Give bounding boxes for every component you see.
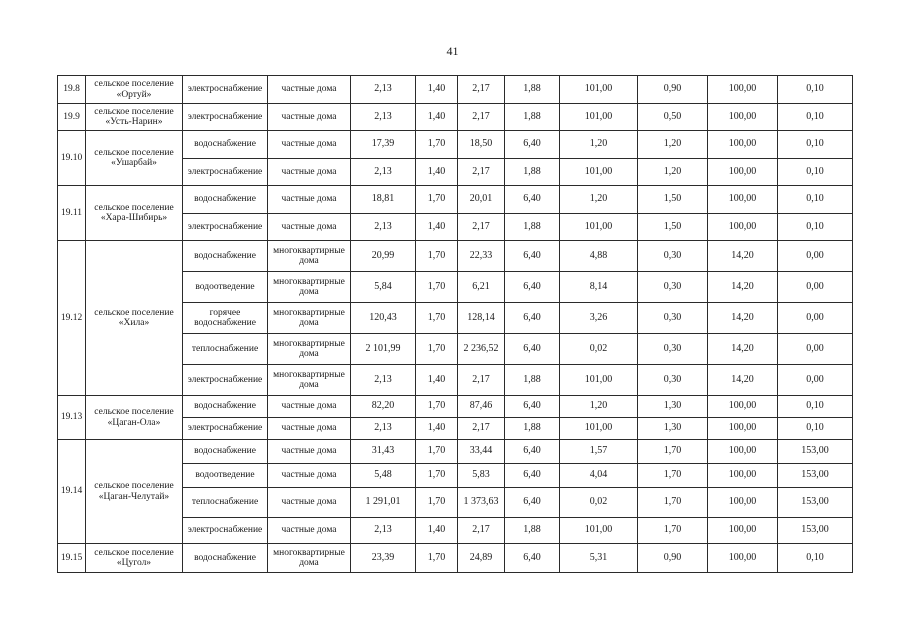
- value-cell: 6,40: [505, 488, 560, 518]
- settlement-name-line: «Ушарбай»: [111, 158, 157, 168]
- value-cell: 0,10: [778, 104, 853, 131]
- service-type-cell: электроснабжение: [183, 518, 268, 544]
- table-row: [58, 186, 853, 214]
- value-cell: 153,00: [778, 440, 853, 464]
- value-cell: 1,57: [560, 440, 638, 464]
- value-cell: 0,10: [778, 418, 853, 440]
- value-cell: 1,70: [416, 440, 458, 464]
- building-type-cell: частные дома: [268, 440, 351, 464]
- value-cell: 6,40: [505, 396, 560, 418]
- value-cell: 101,00: [560, 214, 638, 241]
- value-cell: 14,20: [708, 365, 778, 396]
- value-cell: 1,40: [416, 365, 458, 396]
- table-row: [58, 76, 853, 104]
- settlement-name-line: «Цаган-Ола»: [107, 417, 161, 428]
- service-type-cell: водоснабжение: [183, 241, 268, 272]
- value-cell: 22,33: [458, 241, 505, 272]
- service-type-cell: теплоснабжение: [183, 488, 268, 518]
- value-cell: 101,00: [560, 365, 638, 396]
- value-cell: 1,70: [638, 440, 708, 464]
- value-cell: 2,17: [458, 159, 505, 186]
- table-row: [58, 440, 853, 464]
- value-cell: 0,10: [778, 396, 853, 418]
- settlement-name-line: сельское поселение: [94, 106, 174, 117]
- settlement-cell: [86, 186, 183, 241]
- value-cell: 0,10: [778, 544, 853, 573]
- value-cell: 0,50: [638, 104, 708, 131]
- value-cell: 100,00: [708, 544, 778, 573]
- value-cell: 14,20: [708, 241, 778, 272]
- building-type-cell: частные дома: [268, 488, 351, 518]
- value-cell: 1,20: [560, 186, 638, 214]
- value-cell: 1,40: [416, 104, 458, 131]
- value-cell: 153,00: [778, 464, 853, 488]
- value-cell: 1,70: [416, 241, 458, 272]
- value-cell: 1 291,01: [351, 488, 416, 518]
- building-type-cell: частные дома: [268, 464, 351, 488]
- row-number-cell: 19.14: [58, 440, 86, 544]
- building-type-cell: частные дома: [268, 159, 351, 186]
- value-cell: 14,20: [708, 303, 778, 334]
- value-cell: 2,17: [458, 418, 505, 440]
- table-row: [58, 241, 853, 272]
- settlement-cell: [86, 440, 183, 544]
- value-cell: 1,70: [416, 396, 458, 418]
- settlement-cell: [86, 76, 183, 104]
- service-type-cell: электроснабжение: [183, 104, 268, 131]
- settlement-name-line: «Ортуй»: [116, 89, 152, 100]
- value-cell: 120,43: [351, 303, 416, 334]
- value-cell: 6,40: [505, 186, 560, 214]
- building-type-cell: многоквартирные дома: [268, 334, 351, 365]
- row-number-cell: 19.11: [58, 186, 86, 241]
- value-cell: 1,50: [638, 214, 708, 241]
- value-cell: 24,89: [458, 544, 505, 573]
- value-cell: 1,40: [416, 214, 458, 241]
- value-cell: 82,20: [351, 396, 416, 418]
- value-cell: 0,90: [638, 544, 708, 573]
- value-cell: 1,70: [416, 544, 458, 573]
- page-number: 41: [446, 44, 459, 58]
- value-cell: 1,88: [505, 104, 560, 131]
- settlement-name-line: сельское поселение: [94, 481, 174, 491]
- settlement-cell: [86, 104, 183, 131]
- value-cell: 0,30: [638, 272, 708, 303]
- row-number-cell: 19.9: [58, 104, 86, 131]
- value-cell: 31,43: [351, 440, 416, 464]
- value-cell: 18,50: [458, 131, 505, 159]
- value-cell: 1,30: [638, 396, 708, 418]
- value-cell: 2,13: [351, 518, 416, 544]
- value-cell: 2,17: [458, 214, 505, 241]
- value-cell: 14,20: [708, 272, 778, 303]
- value-cell: 100,00: [708, 76, 778, 104]
- value-cell: 100,00: [708, 131, 778, 159]
- value-cell: 1 373,63: [458, 488, 505, 518]
- value-cell: 1,88: [505, 214, 560, 241]
- building-type-cell: частные дома: [268, 518, 351, 544]
- service-type-cell: электроснабжение: [183, 418, 268, 440]
- value-cell: 101,00: [560, 159, 638, 186]
- value-cell: 33,44: [458, 440, 505, 464]
- value-cell: 6,40: [505, 241, 560, 272]
- service-type-cell: водоотведение: [183, 272, 268, 303]
- value-cell: 0,10: [778, 214, 853, 241]
- tariff-table: [57, 75, 853, 573]
- value-cell: 5,84: [351, 272, 416, 303]
- value-cell: 1,70: [416, 186, 458, 214]
- value-cell: 2,13: [351, 104, 416, 131]
- service-type-cell: водоснабжение: [183, 396, 268, 418]
- value-cell: 101,00: [560, 518, 638, 544]
- value-cell: 1,70: [416, 464, 458, 488]
- value-cell: 5,31: [560, 544, 638, 573]
- building-type-cell: частные дома: [268, 186, 351, 214]
- value-cell: 100,00: [708, 488, 778, 518]
- service-type-cell: горячее водоснабжение: [183, 303, 268, 334]
- service-type-cell: теплоснабжение: [183, 334, 268, 365]
- value-cell: 1,40: [416, 76, 458, 104]
- value-cell: 128,14: [458, 303, 505, 334]
- service-type-cell: водоснабжение: [183, 131, 268, 159]
- service-type-cell: водоотведение: [183, 464, 268, 488]
- value-cell: 1,20: [560, 131, 638, 159]
- service-type-cell: электроснабжение: [183, 365, 268, 396]
- settlement-name-line: сельское поселение: [94, 547, 174, 558]
- value-cell: 1,20: [638, 159, 708, 186]
- settlement-name-line: сельское поселение: [94, 407, 174, 417]
- value-cell: 1,70: [416, 303, 458, 334]
- value-cell: 6,40: [505, 440, 560, 464]
- value-cell: 1,88: [505, 418, 560, 440]
- service-type-cell: электроснабжение: [183, 76, 268, 104]
- row-number-cell: 19.15: [58, 544, 86, 573]
- value-cell: 23,39: [351, 544, 416, 573]
- value-cell: 20,01: [458, 186, 505, 214]
- value-cell: 6,40: [505, 464, 560, 488]
- value-cell: 1,70: [416, 488, 458, 518]
- value-cell: 17,39: [351, 131, 416, 159]
- value-cell: 1,40: [416, 518, 458, 544]
- value-cell: 101,00: [560, 104, 638, 131]
- value-cell: 0,10: [778, 131, 853, 159]
- value-cell: 1,40: [416, 159, 458, 186]
- building-type-cell: многоквартирные дома: [268, 544, 351, 573]
- value-cell: 100,00: [708, 518, 778, 544]
- value-cell: 1,88: [505, 365, 560, 396]
- value-cell: 6,40: [505, 131, 560, 159]
- value-cell: 4,04: [560, 464, 638, 488]
- building-type-cell: многоквартирные дома: [268, 272, 351, 303]
- value-cell: 1,88: [505, 518, 560, 544]
- table-body: [58, 76, 853, 573]
- value-cell: 100,00: [708, 214, 778, 241]
- value-cell: 0,02: [560, 334, 638, 365]
- value-cell: 87,46: [458, 396, 505, 418]
- value-cell: 0,00: [778, 272, 853, 303]
- value-cell: 2,13: [351, 214, 416, 241]
- service-type-cell: водоснабжение: [183, 544, 268, 573]
- value-cell: 2,17: [458, 104, 505, 131]
- table-row: [58, 396, 853, 418]
- service-type-cell: водоснабжение: [183, 186, 268, 214]
- value-cell: 5,83: [458, 464, 505, 488]
- value-cell: 100,00: [708, 440, 778, 464]
- value-cell: 3,26: [560, 303, 638, 334]
- value-cell: 1,70: [638, 518, 708, 544]
- value-cell: 1,70: [416, 131, 458, 159]
- value-cell: 0,30: [638, 303, 708, 334]
- value-cell: 0,90: [638, 76, 708, 104]
- value-cell: 1,88: [505, 76, 560, 104]
- value-cell: 2,13: [351, 76, 416, 104]
- value-cell: 2,17: [458, 518, 505, 544]
- value-cell: 101,00: [560, 418, 638, 440]
- value-cell: 6,40: [505, 544, 560, 573]
- value-cell: 1,50: [638, 186, 708, 214]
- value-cell: 6,40: [505, 334, 560, 365]
- value-cell: 1,70: [416, 334, 458, 365]
- row-number-cell: 19.10: [58, 131, 86, 186]
- value-cell: 101,00: [560, 76, 638, 104]
- settlement-name-line: «Хила»: [118, 318, 150, 328]
- value-cell: 153,00: [778, 518, 853, 544]
- building-type-cell: многоквартирные дома: [268, 365, 351, 396]
- building-type-cell: многоквартирные дома: [268, 241, 351, 272]
- building-type-cell: многоквартирные дома: [268, 303, 351, 334]
- value-cell: 0,10: [778, 186, 853, 214]
- settlement-cell: [86, 131, 183, 186]
- value-cell: 8,14: [560, 272, 638, 303]
- building-type-cell: частные дома: [268, 418, 351, 440]
- building-type-cell: частные дома: [268, 214, 351, 241]
- settlement-name-line: сельское поселение: [94, 147, 174, 158]
- value-cell: 1,30: [638, 418, 708, 440]
- value-cell: 1,20: [560, 396, 638, 418]
- value-cell: 18,81: [351, 186, 416, 214]
- value-cell: 1,70: [638, 464, 708, 488]
- value-cell: 100,00: [708, 396, 778, 418]
- value-cell: 14,20: [708, 334, 778, 365]
- settlement-name-line: «Цугол»: [116, 558, 152, 568]
- value-cell: 0,30: [638, 241, 708, 272]
- value-cell: 100,00: [708, 159, 778, 186]
- building-type-cell: частные дома: [268, 104, 351, 131]
- value-cell: 20,99: [351, 241, 416, 272]
- value-cell: 0,30: [638, 334, 708, 365]
- value-cell: 2 236,52: [458, 334, 505, 365]
- value-cell: 153,00: [778, 488, 853, 518]
- settlement-name-line: «Цаган-Челутай»: [98, 491, 170, 502]
- value-cell: 5,48: [351, 464, 416, 488]
- building-type-cell: частные дома: [268, 76, 351, 104]
- value-cell: 0,00: [778, 334, 853, 365]
- settlement-name-line: «Хара-Шибирь»: [100, 213, 168, 223]
- value-cell: 1,70: [416, 272, 458, 303]
- value-cell: 2,13: [351, 365, 416, 396]
- value-cell: 0,02: [560, 488, 638, 518]
- value-cell: 1,70: [638, 488, 708, 518]
- service-type-cell: водоснабжение: [183, 440, 268, 464]
- table-row: [58, 131, 853, 159]
- settlement-name-line: сельское поселение: [94, 202, 174, 213]
- value-cell: 0,30: [638, 365, 708, 396]
- value-cell: 6,40: [505, 272, 560, 303]
- table-row: [58, 544, 853, 573]
- settlement-cell: [86, 544, 183, 573]
- settlement-cell: [86, 241, 183, 396]
- value-cell: 1,88: [505, 159, 560, 186]
- building-type-cell: частные дома: [268, 396, 351, 418]
- row-number-cell: 19.12: [58, 241, 86, 396]
- value-cell: 100,00: [708, 186, 778, 214]
- settlement-cell: [86, 396, 183, 440]
- value-cell: 0,00: [778, 365, 853, 396]
- value-cell: 0,10: [778, 76, 853, 104]
- value-cell: 100,00: [708, 464, 778, 488]
- value-cell: 0,00: [778, 303, 853, 334]
- settlement-name-line: сельское поселение: [94, 307, 174, 318]
- service-type-cell: электроснабжение: [183, 159, 268, 186]
- service-type-cell: электроснабжение: [183, 214, 268, 241]
- value-cell: 0,10: [778, 159, 853, 186]
- settlement-name-line: сельское поселение: [94, 79, 174, 89]
- value-cell: 6,21: [458, 272, 505, 303]
- row-number-cell: 19.13: [58, 396, 86, 440]
- value-cell: 1,40: [416, 418, 458, 440]
- value-cell: 2,13: [351, 418, 416, 440]
- row-number-cell: 19.8: [58, 76, 86, 104]
- building-type-cell: частные дома: [268, 131, 351, 159]
- value-cell: 4,88: [560, 241, 638, 272]
- value-cell: 6,40: [505, 303, 560, 334]
- value-cell: 2,17: [458, 76, 505, 104]
- settlement-name-line: «Усть-Нарин»: [105, 117, 163, 127]
- table-row: [58, 104, 853, 131]
- value-cell: 2,13: [351, 159, 416, 186]
- value-cell: 100,00: [708, 418, 778, 440]
- value-cell: 2 101,99: [351, 334, 416, 365]
- value-cell: 2,17: [458, 365, 505, 396]
- value-cell: 100,00: [708, 104, 778, 131]
- value-cell: 1,20: [638, 131, 708, 159]
- value-cell: 0,00: [778, 241, 853, 272]
